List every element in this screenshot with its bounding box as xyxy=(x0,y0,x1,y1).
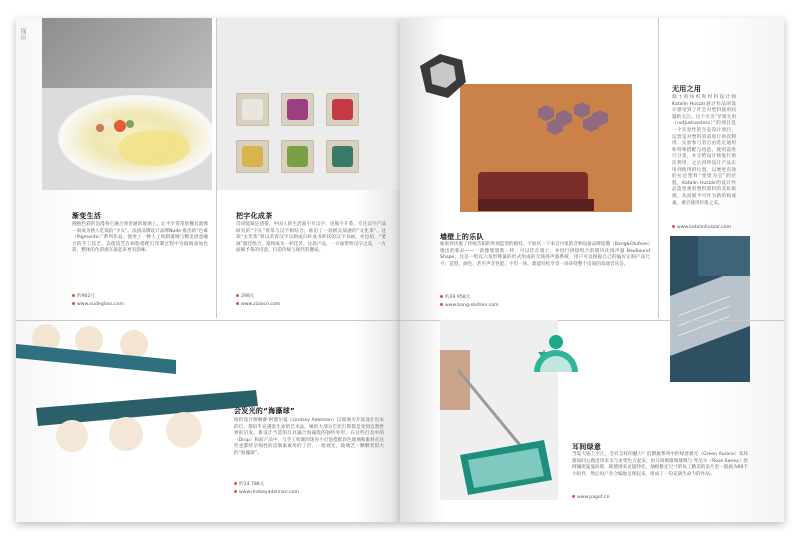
article-body: 纽约设计师琳赛·阿德尔曼（Lindsey Adelman）以玻璃为介质设计出来的灯，都似乎充满着生命的艺术品。她的大部分告状灯饰都是受到自然世界的启发。新设计当选的灯具融合海藻般的独特外形，在这些灯具中的（Drop）和前产品中，与手工吹制的迷你小灯泡搭配彩色玻璃和素材在这些也都经亲细性的适制素素用的了层，一般观光，玻璃艺一颗颗类似大的“海藻球”。 xyxy=(234,418,384,456)
glass-plate-photo xyxy=(42,18,212,190)
article-title: 无用之用 xyxy=(672,85,702,93)
article-title: 墙壁上的乐队 xyxy=(440,233,484,241)
price-icon xyxy=(72,294,75,297)
article-title: 耳间绿意 xyxy=(572,443,602,451)
article-title: 渐变生活 xyxy=(72,212,102,220)
price: 约14 788元 xyxy=(234,481,264,488)
link-icon xyxy=(440,303,443,306)
tea-tile xyxy=(326,93,359,126)
tea-tile xyxy=(236,140,269,173)
section-tag: 探店 xyxy=(19,28,26,40)
plastic-material-photo xyxy=(670,236,750,382)
price: 约29 958元 xyxy=(440,294,470,301)
tea-tile xyxy=(281,93,314,126)
article-title: 会发光的“海藻球” xyxy=(234,407,295,415)
link-icon xyxy=(236,302,239,305)
column-divider xyxy=(216,18,217,318)
article-body: 当夏天临上至汇，会有怎样的魅力？伯爵旗系列中的绿意极光（Green Aurora）耳环就如同公鹿沿用来水与来变色合起来，由分简被玻璃玻璃与·琴尼尔（Rose Sanex）丝网镶嵌曼曼纷那，联德围来灵镜特化，抽根雅定尺寸的每工精美的泉片里一般质为60个小组件，然后再产业合编地呈现起来。组成了一份充满生命力的作品。 xyxy=(572,452,748,477)
article-title: 把字化成茶 xyxy=(236,212,273,220)
website-link[interactable]: www.lindseyadelman.com xyxy=(234,489,299,496)
website-link[interactable]: www.katalinhuszar.com xyxy=(672,224,731,231)
website-link[interactable]: www.bang-olufsen.com xyxy=(440,302,499,309)
tea-tile xyxy=(281,140,314,173)
wall-speaker-photo xyxy=(418,54,632,212)
price: 298元 xyxy=(236,293,254,300)
website-link[interactable]: www.nudeglass.com xyxy=(72,301,124,308)
column-divider xyxy=(658,18,659,318)
earring-pendant xyxy=(530,332,582,402)
price-icon xyxy=(236,294,239,297)
price-icon xyxy=(440,295,443,298)
article-body: 拥抱色彩的浪漫将它融合到普通的玻璃上，让平平常常的餐具就像一束成为摆人吃饭的“少女”。法国品牌设计品牌Nude 推出的“色素（Pigmento）”系列作品，使用了一种人工吹制玻璃与精美创意融合的手工技艺，以使技艺在树脂搭配打印制过程中为玻璃添加色彩，整体的色彩感在最起来更有韵味。 xyxy=(72,222,208,254)
price-icon xyxy=(234,482,237,485)
tea-tile xyxy=(326,140,359,173)
right-page xyxy=(400,18,784,522)
website-link[interactable]: www.zizaicn.com xyxy=(236,301,280,308)
article-body: 瑞士的纺织和材料设计师 Katalin Huszár通过作品的设计感受到了社会对塑料使用问题的关注。这个名为“苹果无用（notjustuseless）”的项目是一个实验性的生态设计项目，运营是对塑料管道进行再次利用。实验参与者自由选定通用和特殊搭配与再造，使用前进行分类，并交给设计师进行再次利用。之后再将设计产品实用到使用的位置，以便更有效的拉近塑料“变废为宝”的过程，Katalin Huszár的设计作品造型观察塑料废料的美好质感，从而赋予可作为新的构成素，重启使用价值之美。 xyxy=(672,95,736,206)
link-icon xyxy=(234,490,237,493)
tea-tile xyxy=(236,93,269,126)
link-icon xyxy=(672,225,675,228)
link-icon xyxy=(72,302,75,305)
website-link[interactable]: www.paget.cn xyxy=(572,494,609,501)
link-icon xyxy=(572,495,575,498)
article-body: 如果你厌倦了传统音箱的外观造型的模样，不妨试一下来自丹麦的音响设备品牌铂傲（Bang&Olufsen）推出的新品——一款像墙墙饰一样，可以挂在墙上，并进行拼接组合的模块化扬声器 BeoSound Shape。这是一组以六角形蜂巢的形式组成的无线扬声器系统，用户可以根据自己的偏好定制产品尺寸、造型、颜色、甚至声音性能，不但一体，就能轻松享受一场环绕整个房间的高端音乐会。 xyxy=(440,242,650,267)
article-body: 诗词能凝定诸茶，中国人的生活离不开汉字，也离不开茶。专注汉字产品研究的“字在”将茶与汉字相结合，推出了一款极具质感的“文化茶”。这款“太优茶”将以苗青汉字压制成扫杆成书杯状的汉字书画，并包括，“笔画”最佳组合，最终成为一杯佳茗。这款产品，一方面带给汉字之美，一方面赋予茶的诗意，打造传统与现代的邂逅。 xyxy=(236,222,386,254)
left-page xyxy=(16,18,400,522)
price: 约902元 xyxy=(72,293,95,300)
